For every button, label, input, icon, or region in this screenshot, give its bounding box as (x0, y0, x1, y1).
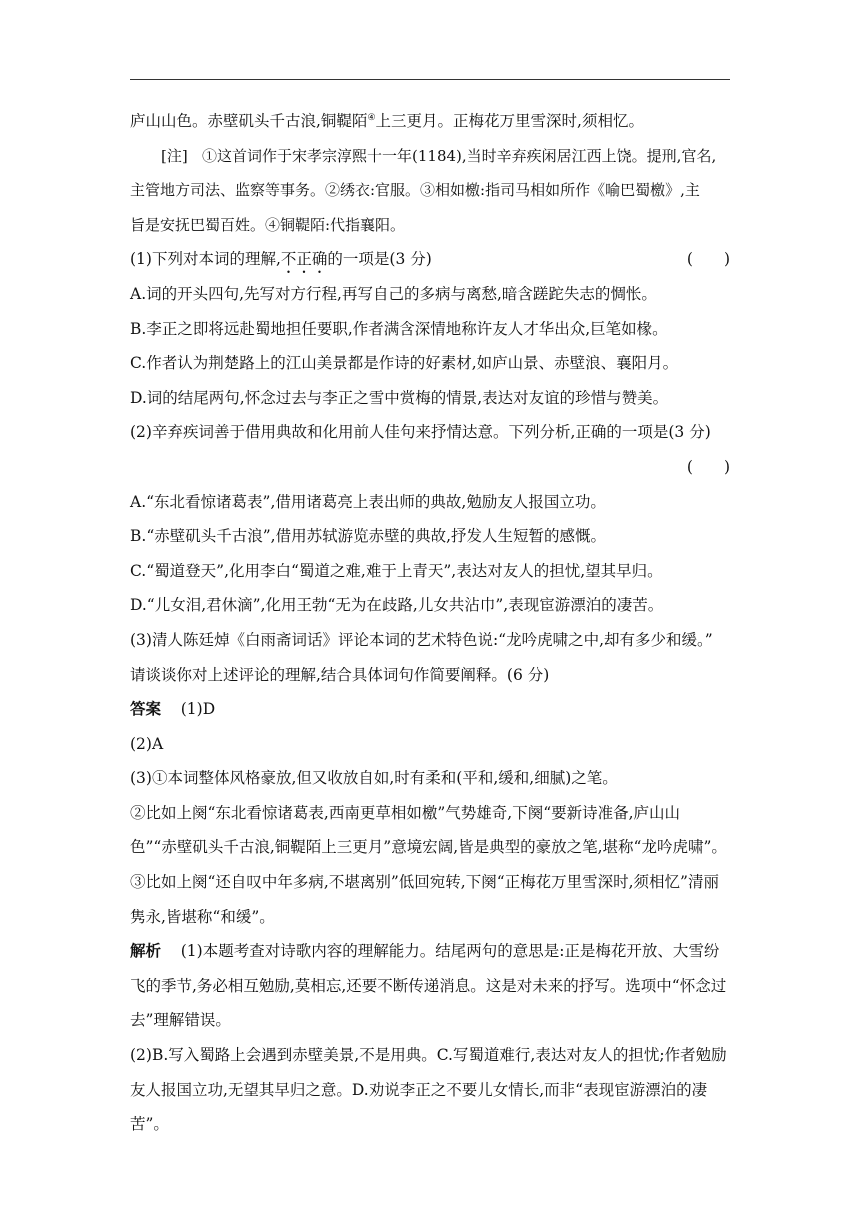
analysis-line: (2)B.写入蜀路上会遇到赤壁美景,不是用典。C.写蜀道难行,表达对友人的担忧;作者勉励 (130, 1046, 727, 1065)
question-1-stem (130, 242, 730, 277)
answer-3-line: 隽永,皆堪称“和缓”。 (130, 907, 275, 926)
question-3-stem: (3)清人陈廷焯《白雨斋词话》评论本词的艺术特色说:“龙吟虎啸之中,却有多少和缓。” (130, 630, 713, 649)
poem-text: 庐山山色。赤壁矶头千古浪,铜鞮陌 (130, 112, 368, 130)
analysis-label: 解析 (130, 941, 162, 961)
note-text: ①这首词作于宋孝宗淳熙十一年(1184),当时辛弃疾闲居江西上饶。提刑,官名, (202, 146, 717, 165)
note-label: [注] (161, 146, 188, 165)
analysis-text: (1)本题考查对诗歌内容的理解能力。结尾两句的意思是:正是梅花开放、大雪纷 (180, 942, 720, 961)
answer-3-line: (3)①本词整体风格豪放,但又收放自如,时有柔和(平和,缓和,细腻)之笔。 (130, 769, 618, 788)
question-text: (1)下列对本词的理解, (130, 250, 281, 269)
poem-tail-line (130, 104, 730, 139)
document-body (130, 104, 730, 1142)
question-2-option-d: D.“儿女泪,君休滴”,化用王勃“无为在歧路,儿女共沾巾”,表现宦游漂泊的凄苦。 (130, 596, 664, 615)
question-text-end: 的一项是(3 分) (327, 250, 432, 269)
footnote-marker: ④ (367, 112, 376, 123)
question-1-option-c: C.作者认为荆楚路上的江山美景都是作诗的好素材,如庐山景、赤壁浪、襄阳月。 (130, 354, 679, 373)
note-line-3: 旨是安抚巴蜀百姓。④铜鞮陌:代指襄阳。 (130, 215, 406, 234)
answer-blank: ( ) (686, 457, 730, 476)
answer-1: (1)D (180, 700, 216, 719)
question-2-blank-row (130, 450, 730, 485)
answer-3-line: ③比如上阕“还自叹中年多病,不堪离别”低回宛转,下阕“正梅花万里雪深时,须相忆”清丽 (130, 873, 719, 892)
note-line-1 (130, 139, 730, 174)
question-3-stem-cont: 请谈谈你对上述评论的理解,结合具体词句作简要阐释。(6 分) (130, 665, 550, 684)
question-1-option-b: B.李正之即将远赴蜀地担任要职,作者满含深情地称许友人才华出众,巨笔如椽。 (130, 319, 668, 338)
analysis-line: 飞的季节,务必相互勉励,莫相忘,还要不断传递消息。这是对未来的抒写。选项中“怀念过 (130, 976, 727, 995)
answer-line-1 (130, 692, 730, 727)
analysis-line: 去”理解错误。 (130, 1011, 231, 1030)
answer-blank: ( ) (686, 250, 730, 269)
answer-2: (2)A (130, 734, 164, 753)
answer-label: 答案 (130, 699, 162, 719)
question-1-option-d: D.词的结尾两句,怀念过去与李正之雪中赏梅的情景,表达对友谊的珍惜与赞美。 (130, 388, 669, 407)
analysis-line: 苦”。 (130, 1115, 169, 1134)
question-2-stem: (2)辛弃疾词善于借用典故和化用前人佳句来抒情达意。下列分析,正确的一项是(3 分) (130, 423, 711, 442)
question-1-option-a: A.词的开头四句,先写对方行程,再写自己的多病与离愁,暗含蹉跎失志的惆怅。 (130, 284, 657, 303)
question-2-option-b: B.“赤壁矶头千古浪”,借用苏轼游览赤壁的典故,抒发人生短暂的感慨。 (130, 527, 607, 546)
analysis-line-1 (130, 934, 730, 969)
header-rule (130, 79, 730, 80)
question-2-option-c: C.“蜀道登天”,化用李白“蜀道之难,难于上青天”,表达对友人的担忧,望其早归。 (130, 561, 663, 580)
analysis-line: 友人报国立功,无望其早归之意。D.劝说李正之不要儿女情长,而非“表现宦游漂泊的凄 (130, 1080, 708, 1099)
answer-3-line: ②比如上阕“东北看惊诸葛表,西南更草相如檄”气势雄奇,下阕“要新诗准备,庐山山 (130, 803, 681, 822)
note-line-2: 主管地方司法、监察等事务。②绣衣:官服。③相如檄:指司马相如所作《喻巴蜀檄》,主 (130, 181, 700, 200)
question-2-option-a: A.“东北看惊诸葛表”,借用诸葛亮上表出师的典故,勉励友人报国立功。 (130, 492, 606, 511)
answer-3-line: 色”“赤壁矶头千古浪,铜鞮陌上三更月”意境宏阔,皆是典型的豪放之笔,堪称“龙吟虎啸”。 (130, 838, 727, 857)
emphasis-text: 不正确 (280, 250, 328, 269)
poem-text-end: 上三更月。正梅花万里雪深时,须相忆。 (375, 112, 644, 130)
